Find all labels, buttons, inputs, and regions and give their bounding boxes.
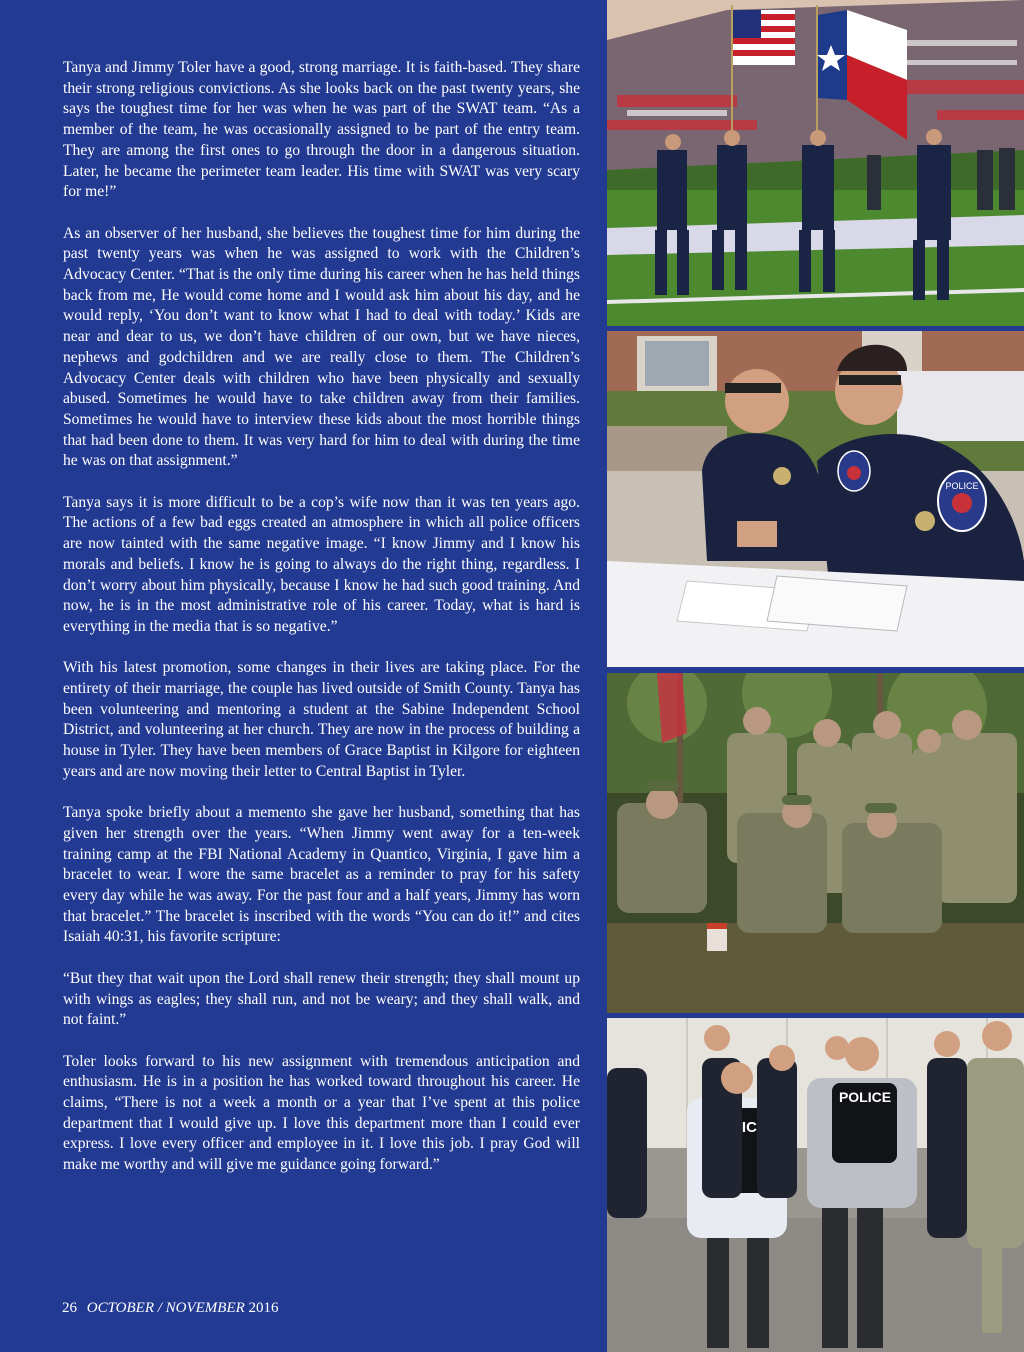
article-paragraph-4: With his latest promotion, some changes in their lives are taking place. For the entirety of their marriage, the couple has lived outside of Smith County. Tanya has been volunteering and mentoring a student at the Sabine Independent School District, and volunteering at her church. They are now in the process of building a house in Tyler. They have been members of Grace Baptist in Kilgore for eighteen years and are now moving their letter to Central Baptist in Tyler.	[63, 659, 580, 780]
color-guard-photo	[607, 0, 1024, 326]
article-paragraph-5: Tanya spoke briefly about a memento she gave her husband, something that has given her strength over the years. “When Jimmy went away for a ten-week training camp at the FBI National Academy in Quantico, Virginia, I gave him a bracelet to wear. I wore the same bracelet as a reminder to pray for his safety every day while he was away. For the past four and a half years, Jimmy has worn that bracelet.” The bracelet is inscribed with the words “You can do it!” and cites Isaiah 40:31, his favorite scripture:	[63, 804, 580, 946]
tactical-team-photo	[607, 673, 1024, 1013]
article-paragraph-2: As an observer of her husband, she believes the toughest time for him during the past twenty years was when he was assigned to work with the Children’s Advocacy Center. “That is the only time during his career when he has held things back from me, He would come home and I would ask him about his day, and he would reply, ‘You don’t want to know what I had to deal with today.’ Kids are near and dear to us, we don’t have children of our own, but we have nieces, nephews and godchildren and we are really close to them. The Children’s Advocacy Center deals with children who have been physically and sexually abused. Sometimes he would have to take children away from their families. Sometimes he would have to interview these kids about the most horrible things that had been done to them. It was very hard for him to deal with during the time he was on that assignment.”	[63, 224, 580, 470]
article-paragraph-3: Tanya says it is more difficult to be a cop’s wife now than it was ten years ago. The actions of a few bad eggs created an atmosphere in which all police officers are now tainted with the same negative image. “I know Jimmy and I know his morals and beliefs. I know he is going to always do the right thing, regardless. I don’t worry about him physically, because I know he had such good training. And now, he is in the most administrative role of his career. Today, what is hard is everything in the media that is so negative.”	[63, 493, 580, 635]
page-footer	[62, 1300, 279, 1317]
police-patch-label: POLICE	[945, 481, 979, 491]
page-number: 26	[62, 1300, 77, 1316]
article-paragraph-1: Tanya and Jimmy Toler have a good, strong marriage. It is faith-based. They share their strong religious convictions. As she looks back on the past twenty years, she says the toughest time for her was when he was part of the SWAT team. “As a member of the team, he was occasionally assigned to be part of the entry team. They are among the first ones to go through the door in a dangerous situation. Later, he became the perimeter team leader. His time with SWAT was very scary for me!”	[63, 59, 580, 201]
scripture-quote: “But they that wait upon the Lord shall renew their strength; they shall mount up with wings as eagles; they shall run, and not be weary; and they shall walk, and not faint.”	[63, 969, 580, 1029]
article-paragraph-7: Toler looks forward to his new assignment with tremendous anticipation and enthusiasm. He is in a position he has worked toward throughout his career. He claims, “There is not a week a month or a year that I’ve spent at this police department that I would give up. I love this department more than I could ever express. I love every officer and employee in it. I love this job. I pray God will make me worthy and will give me guidance going forward.”	[63, 1052, 580, 1174]
issue-date: OCTOBER / NOVEMBER	[86, 1300, 245, 1316]
police-briefing-photo	[607, 1018, 1024, 1352]
vest-label-right: POLICE	[838, 1089, 892, 1105]
issue-year: 2016	[248, 1300, 279, 1316]
officers-report-photo	[607, 331, 1024, 667]
article-body	[63, 58, 580, 1197]
photo-column	[606, 0, 1024, 1352]
